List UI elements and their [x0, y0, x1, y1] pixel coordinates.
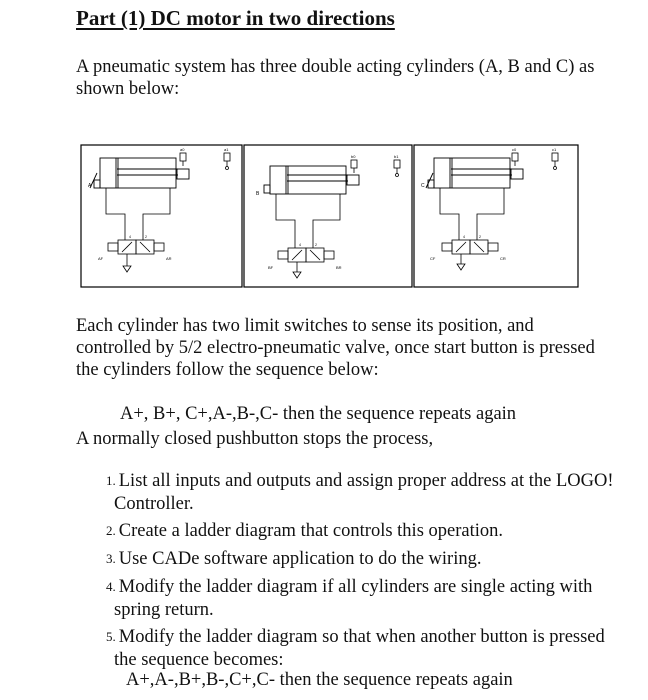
task-item-1 [76, 470, 616, 515]
task-number: 2. [106, 523, 116, 538]
cylinder-panel-c [421, 147, 558, 270]
air-lines-b [276, 194, 340, 248]
valve-5-2-b [278, 248, 334, 278]
cylinder-b-label: B [256, 191, 260, 197]
task-item-2 [76, 520, 616, 543]
port-4-b: 4 [299, 243, 301, 247]
switch-c1-label: c1 [552, 147, 557, 152]
limit-switch-b1 [394, 160, 400, 177]
task-item-5 [76, 626, 616, 671]
task-item-3 [76, 548, 616, 571]
switch-a0-label: a0 [180, 147, 185, 152]
task-text: Modify the ladder diagram if all cylinders are single acting with spring return. [114, 577, 593, 620]
sequence-1: A+, B+, C+,A-,B-,C- then the sequence repeats again [120, 404, 517, 424]
task-text: Create a ladder diagram that controls this operation. [118, 521, 504, 541]
switch-a1-label: a1 [224, 147, 229, 152]
valve-5-2-a [108, 240, 164, 272]
coil-ar-label: AR [166, 256, 172, 261]
sequence-2: A+,A-,B+,B-,C+,C- then the sequence repeats again [126, 670, 513, 690]
switch-b1-label: b1 [394, 154, 399, 159]
coil-bf-label: BF [268, 265, 274, 270]
cylinder-panel-a [88, 147, 230, 272]
port-4-a: 4 [129, 235, 131, 239]
task-text: Use CADe software application to do the wiring. [118, 549, 482, 569]
cylinder-a [90, 158, 189, 188]
coil-cf-label: CF [430, 256, 436, 261]
pneumatic-diagram [80, 144, 580, 294]
air-lines-a [106, 188, 170, 240]
cylinder-c [426, 158, 523, 188]
limit-switch-b0 [351, 160, 357, 173]
switch-c0-label: c0 [512, 147, 517, 152]
valve-5-2-c [442, 240, 498, 270]
cylinder-description: Each cylinder has two limit switches to sense its position, and controlled by 5/2 electro-pneumatic valve, once start button is pressed the cylinders follow the sequence below: [76, 316, 595, 380]
air-lines-c [440, 188, 504, 240]
limit-switch-a0 [180, 153, 186, 166]
stop-description: A normally closed pushbutton stops the process, [76, 429, 434, 449]
port-2-a: 2 [145, 235, 147, 239]
cylinder-panel-b [256, 154, 400, 278]
task-number: 4. [106, 579, 116, 594]
intro-paragraph: A pneumatic system has three double acting cylinders (A, B and C) as shown below: [76, 57, 595, 99]
port-2-b: 2 [315, 243, 317, 247]
port-2-c: 2 [479, 235, 481, 239]
cylinder-c-label: C [421, 183, 425, 189]
task-item-4 [76, 576, 616, 621]
switch-b0-label: b0 [351, 154, 356, 159]
limit-switch-c1 [552, 153, 558, 170]
port-4-c: 4 [463, 235, 465, 239]
coil-br-label: BR [336, 265, 342, 270]
task-text: Modify the ladder diagram so that when another button is pressed the sequence becomes: [114, 627, 605, 670]
cylinder-a-label: A [88, 183, 92, 189]
coil-af-label: AF [98, 256, 104, 261]
page-title: Part (1) DC motor in two directions [76, 6, 395, 30]
limit-switch-a1 [224, 153, 230, 170]
coil-cr-label: CR [500, 256, 506, 261]
limit-switch-c0 [512, 153, 518, 166]
cylinder-b [264, 166, 359, 194]
task-list [76, 470, 616, 676]
task-text: List all inputs and outputs and assign proper address at the LOGO! Controller. [114, 471, 614, 514]
task-number: 5. [106, 629, 116, 644]
task-number: 3. [106, 551, 116, 566]
task-number: 1. [106, 473, 116, 488]
